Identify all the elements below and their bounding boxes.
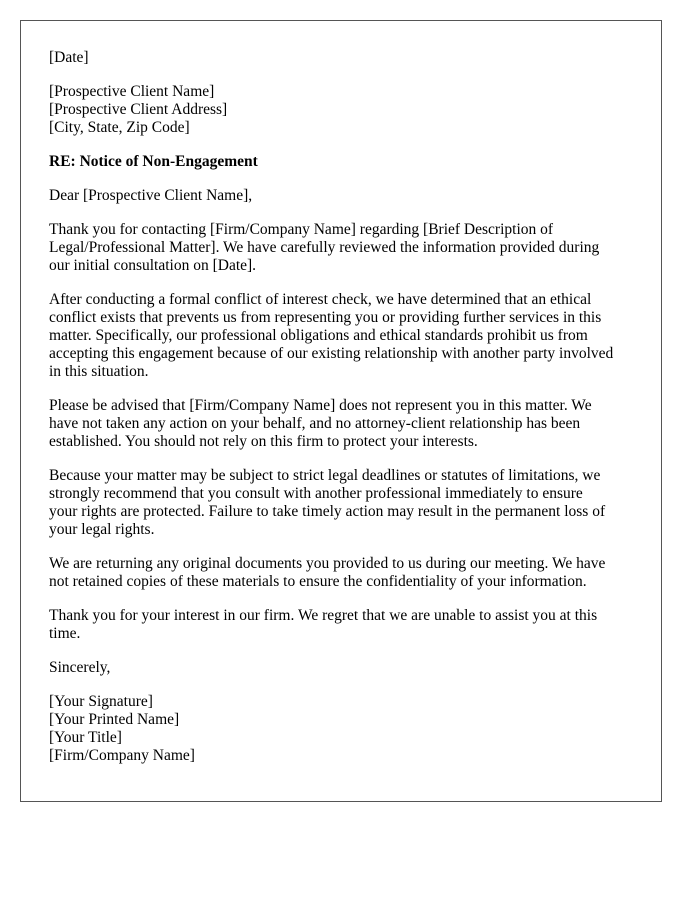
recipient-city-state-zip: [City, State, Zip Code] [49,119,190,136]
paragraph-line: our initial consultation on [Date]. [49,257,257,274]
letter-subject: RE: Notice of Non-Engagement [49,153,258,170]
recipient-address: [Prospective Client Address] [49,101,228,118]
paragraph-line: in this situation. [49,363,149,380]
paragraph-line: your legal rights. [49,521,155,538]
signature-block [49,693,633,765]
paragraph-line: After conducting a formal conflict of interest check, we have determined that an ethical [49,291,592,308]
letter-page [20,20,662,802]
paragraph-2 [49,291,633,381]
paragraph-1 [49,221,633,275]
letter-date: [Date] [49,49,89,66]
recipient-address-block [49,83,633,137]
paragraph-line: Because your matter may be subject to strict legal deadlines or statutes of limitations, we [49,467,601,484]
paragraph-6 [49,607,633,643]
paragraph-line: not retained copies of these materials to ensure the confidentiality of your information. [49,573,587,590]
paragraph-line: Please be advised that [Firm/Company Name] does not represent you in this matter. We [49,397,592,414]
paragraph-line: have not taken any action on your behalf, and no attorney-client relationship has been [49,415,581,432]
paragraph-line: matter. Specifically, our professional obligations and ethical standards prohibit us from [49,327,588,344]
signer-title: [Your Title] [49,729,122,746]
signer-firm: [Firm/Company Name] [49,747,195,764]
paragraph-line: Legal/Professional Matter]. We have carefully reviewed the information provided during [49,239,600,256]
recipient-name: [Prospective Client Name] [49,83,215,100]
letter-closing: Sincerely, [49,659,111,676]
paragraph-line: conflict exists that prevents us from representing you or providing further services in this [49,309,602,326]
paragraph-3 [49,397,633,451]
paragraph-line: We are returning any original documents you provided to us during our meeting. We have [49,555,606,572]
paragraph-line: accepting this engagement because of our existing relationship with another party involved [49,345,614,362]
printed-name: [Your Printed Name] [49,711,180,728]
paragraph-line: Thank you for your interest in our firm. We regret that we are unable to assist you at this [49,607,598,624]
letter-salutation: Dear [Prospective Client Name], [49,187,253,204]
paragraph-5 [49,555,633,591]
paragraph-line: established. You should not rely on this firm to protect your interests. [49,433,478,450]
paragraph-line: your rights are protected. Failure to take timely action may result in the permanent loss of [49,503,606,520]
signature-placeholder: [Your Signature] [49,693,153,710]
paragraph-4 [49,467,633,539]
paragraph-line: Thank you for contacting [Firm/Company Name] regarding [Brief Description of [49,221,554,238]
paragraph-line: time. [49,625,81,642]
paragraph-line: strongly recommend that you consult with another professional immediately to ensure [49,485,583,502]
